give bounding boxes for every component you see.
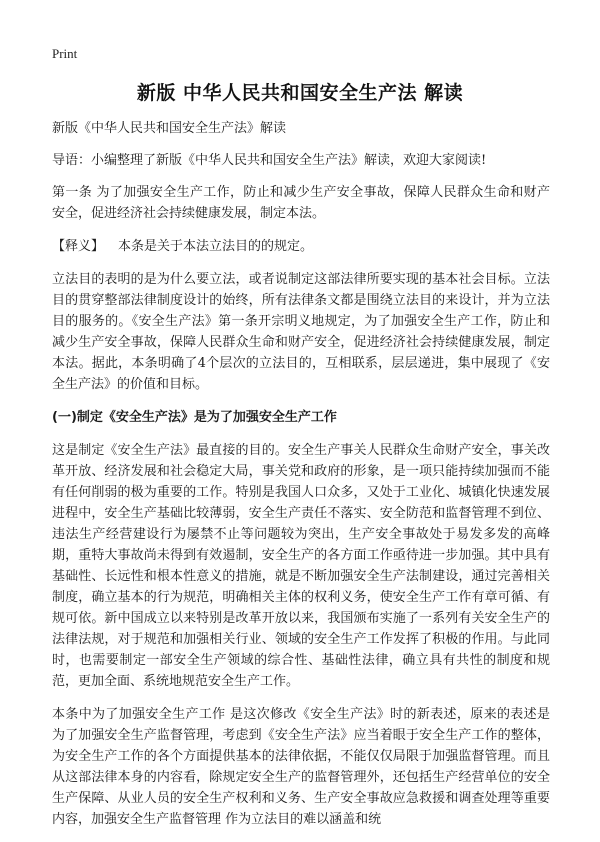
section-heading: (一)制定《安全生产法》是为了加强安全生产工作 xyxy=(52,410,337,425)
amendment-paragraph: 本条中为了加强安全生产工作 是这次修改《安全生产法》时的新表述，原来的表述是为了加强安全生产监督管理，考虑到《安全生产法》应当着眼于安全生产工作的整体，为安全生产工作的各个方面提供基本的法律依据，不能仅仅局限于加强监督管理。而且从这部法律本身的内容看，除规定安全生产的监督管理外，还包括生产经营单位的安全生产保障、从业人员的安全生产权利和义务、生产安全事故应急救援和调查处理等重要内容，加强安全生产监督管理 作为立法目的难以涵盖和统 xyxy=(52,707,550,827)
document-subtitle: 新版《中华人民共和国安全生产法》解读 xyxy=(52,121,287,136)
section-1-paragraph: 这是制定《安全生产法》最直接的目的。安全生产事关人民群众生命财产安全，事关改革开放、经济发展和社会稳定大局，事关党和政府的形象，是一项只能持续加强而不能有任何削弱的极为重要的工作。特别是我国人口众多，又处于工业化、城镇化快速发展进程中，安全生产基础比较薄弱，安全生产责任不落实、安全防范和监督管理不到位、违法生产经营建设行为屡禁不止等问题较为突出，生产安全事故处于易发多发的高峰期，重特大事故尚未得到有效遏制，安全生产的各方面工作亟待进一步加强。其中具有基础性、长远性和根本性意义的措施，就是不断加强安全生产法制建设，通过完善相关制度，确立基本的行为规范，明确相关主体的权利义务，使安全生产工作有章可循、有规可依。新中国成立以来特别是改革开放以来，我国颁布实施了一系列有关安全生产的法律法规，对于规范和加强相关行业、领域的安全生产工作发挥了积极的作用。与此同时，也需要制定一部安全生产领域的综合性、基础性法律，确立具有共性的制度和规范，更加全面、系统地规范安全生产工作。 xyxy=(52,443,550,689)
page-title: 新版 中华人民共和国安全生产法 解读 xyxy=(136,82,464,104)
article-body xyxy=(52,118,550,842)
interpretation-label: 【释义】 xyxy=(52,239,105,254)
intro-paragraph: 导语：小编整理了新版《中华人民共和国安全生产法》解读，欢迎大家阅读! xyxy=(52,153,487,168)
print-label[interactable]: Print xyxy=(52,46,78,61)
interpretation-text: 本条是关于本法立法目的的规定。 xyxy=(118,239,314,254)
interpretation-paragraph xyxy=(52,236,550,257)
article-1-paragraph: 第一条 为了加强安全生产工作，防止和减少生产安全事故，保障人民群众生命和财产安全，促进经济社会持续健康发展，制定本法。 xyxy=(52,185,550,221)
legislative-purpose-paragraph: 立法目的表明的是为什么要立法，或者说制定这部法律所要实现的基本社会目标。立法目的贯穿整部法律制度设计的始终，所有法律条文都是围绕立法目的来设计，并为立法目的服务的。《安全生产法》第一条开宗明义地规定，为了加强安全生产工作，防止和减少生产安全事故，保障人民群众生命和财产安全，促进经济社会持续健康发展，制定本法。据此，本条明确了4个层次的立法目的，互相联系，层层递进，集中展现了《安全生产法》的价值和目标。 xyxy=(52,272,550,392)
